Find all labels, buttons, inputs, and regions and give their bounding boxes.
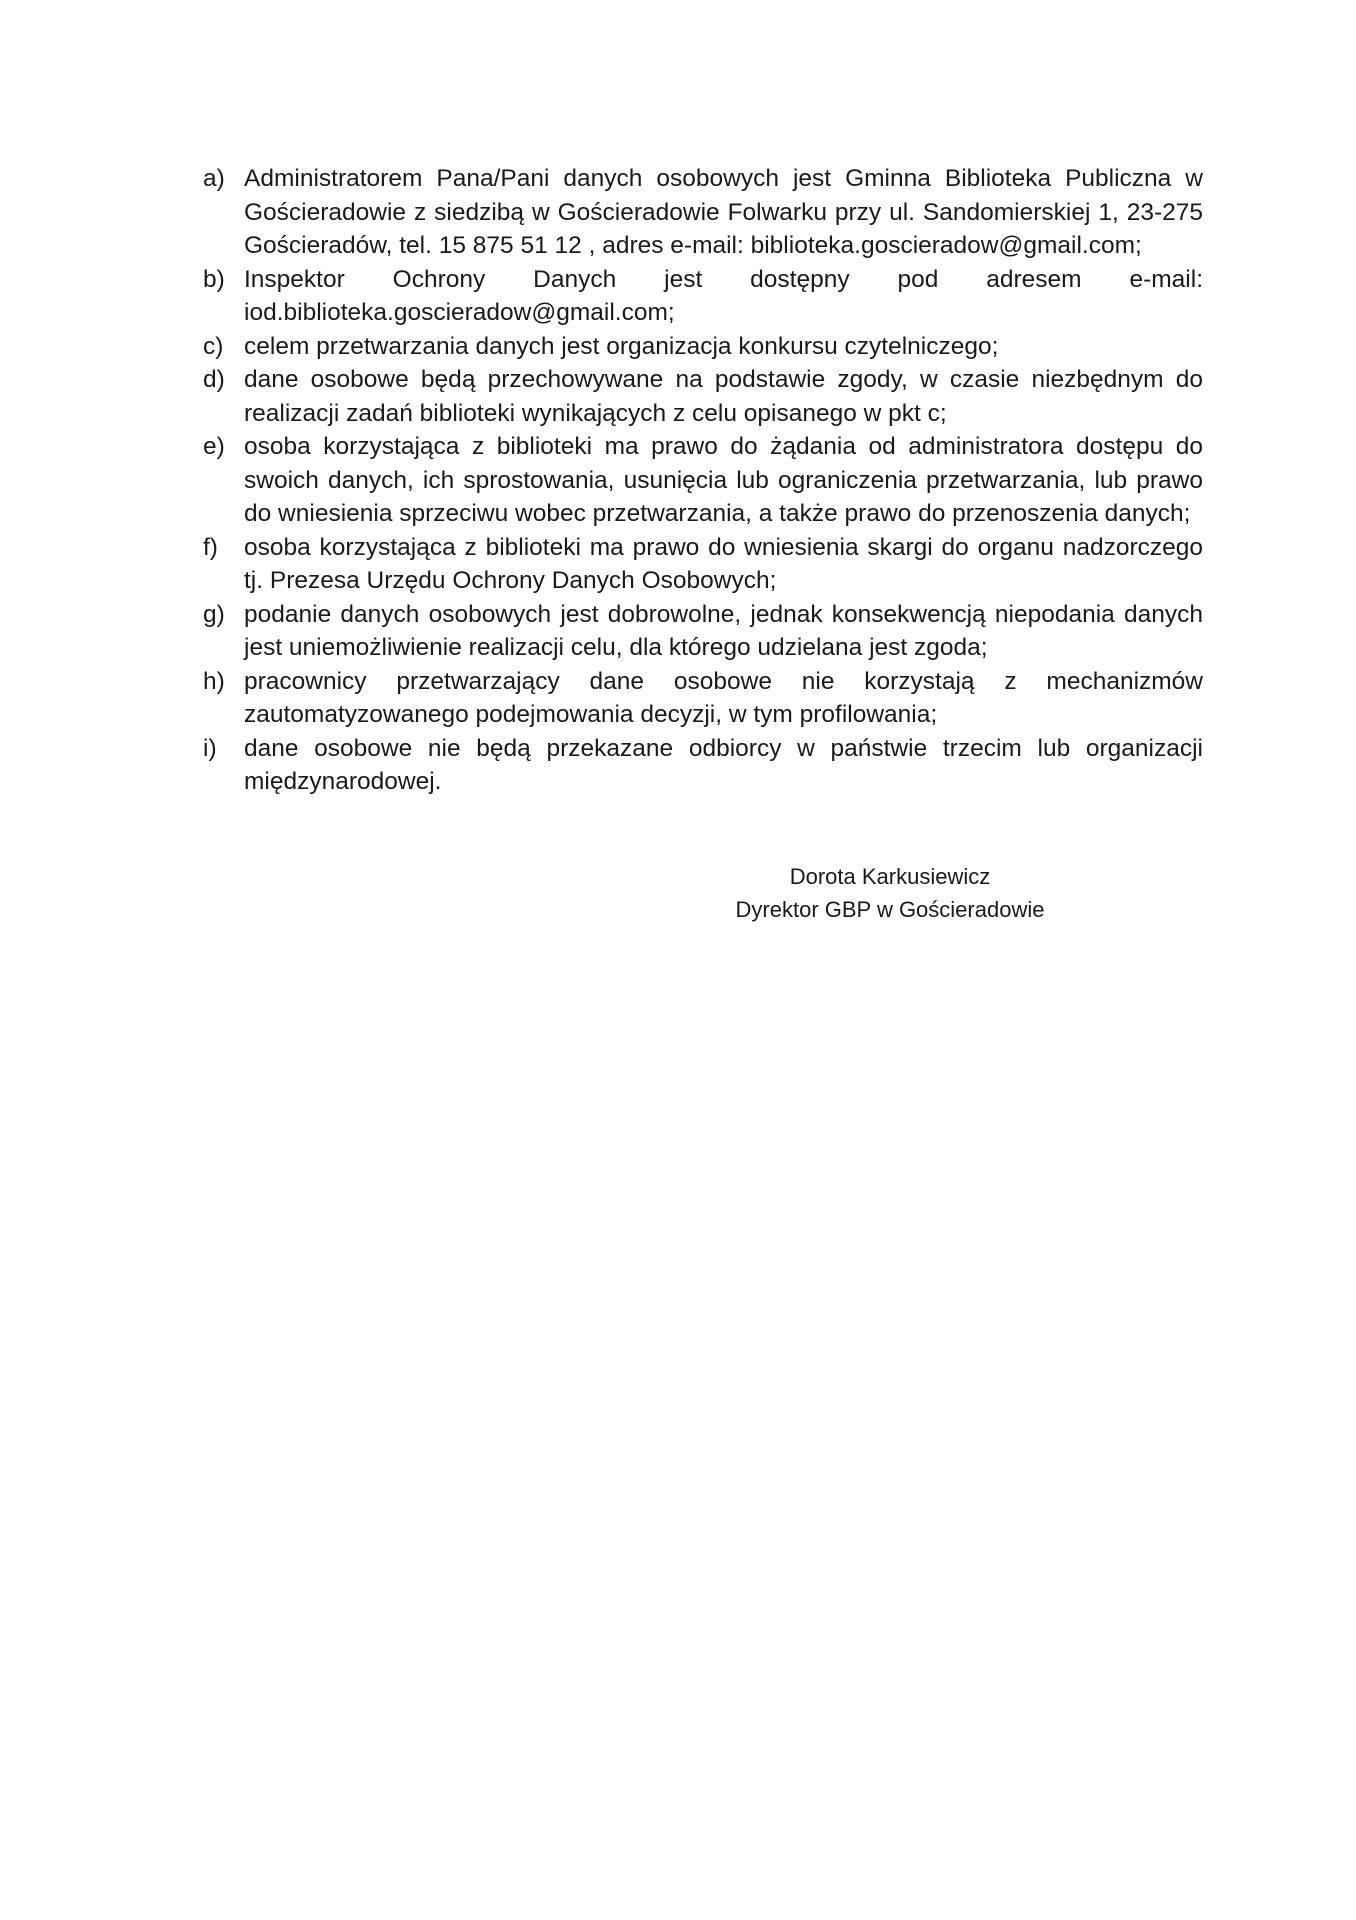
clause-h (203, 665, 1203, 732)
clause-text: dane osobowe nie będą przekazane odbiorcy w państwie trzecim lub organizacji międzynarodowej. (244, 734, 1203, 795)
clause-marker: d) (203, 366, 225, 393)
clause-d (203, 363, 1203, 430)
clause-marker: b) (203, 265, 225, 293)
clause-marker: i) (203, 734, 217, 762)
signatory-name: Dorota Karkusiewicz (789, 864, 991, 889)
clause-text: dane osobowe będą przechowywane na podstawie zgody, w czasie niezbędnym do realizacji zadań biblioteki wynikających z celu opisanego w pkt c; (244, 366, 1203, 427)
clause-marker: a) (203, 165, 225, 192)
clause-text: osoba korzystająca z biblioteki ma prawo do żądania od administratora dostępu do swoich danych, ich sprostowania, usunięcia lub ograniczenia przetwarzania, lub prawo do wniesienia sprzeciwu wobec przetwarzania, a także prawo do przenoszenia danych; (244, 433, 1203, 527)
clause-marker: e) (203, 433, 225, 460)
clause-text: podanie danych osobowych jest dobrowolne, jednak konsekwencją niepodania danych jest uniemożliwienie realizacji celu, dla którego udzielana jest zgoda; (244, 600, 1203, 661)
gdpr-clause-list (203, 162, 1203, 799)
clause-text: Inspektor Ochrony Danych jest dostępny pod adresem e-mail: iod.biblioteka.goscieradow@gmail.com; (244, 265, 1203, 326)
clause-marker: f) (203, 533, 218, 561)
clause-text: celem przetwarzania danych jest organizacja konkursu czytelniczego; (244, 332, 999, 360)
clause-marker: h) (203, 667, 225, 695)
clause-marker: c) (203, 332, 224, 360)
clause-f (203, 531, 1203, 598)
clause-c (203, 330, 1203, 364)
clause-text: osoba korzystająca z biblioteki ma prawo do wniesienia skargi do organu nadzorczego tj. Prezesa Urzędu Ochrony Danych Osobowych; (244, 533, 1203, 594)
clause-marker: g) (203, 600, 225, 628)
clause-a (203, 162, 1203, 263)
clause-text: Administratorem Pana/Pani danych osobowych jest Gminna Biblioteka Publiczna w Gościeradowie z siedzibą w Gościeradowie Folwarku przy ul. Sandomierskiej 1, 23-275 Gościeradów, tel. 15 875 51 12 , adres e-mail: biblioteka.goscieradow@gmail.com; (244, 165, 1203, 259)
clause-b (203, 263, 1203, 330)
clause-g (203, 598, 1203, 665)
clause-text: pracownicy przetwarzający dane osobowe nie korzystają z mechanizmów zautomatyzowanego podejmowania decyzji, w tym profilowania; (244, 667, 1203, 728)
clause-i (203, 732, 1203, 799)
signature-block (700, 860, 1080, 926)
clause-e (203, 430, 1203, 531)
signatory-title: Dyrektor GBP w Gościeradowie (735, 897, 1045, 922)
